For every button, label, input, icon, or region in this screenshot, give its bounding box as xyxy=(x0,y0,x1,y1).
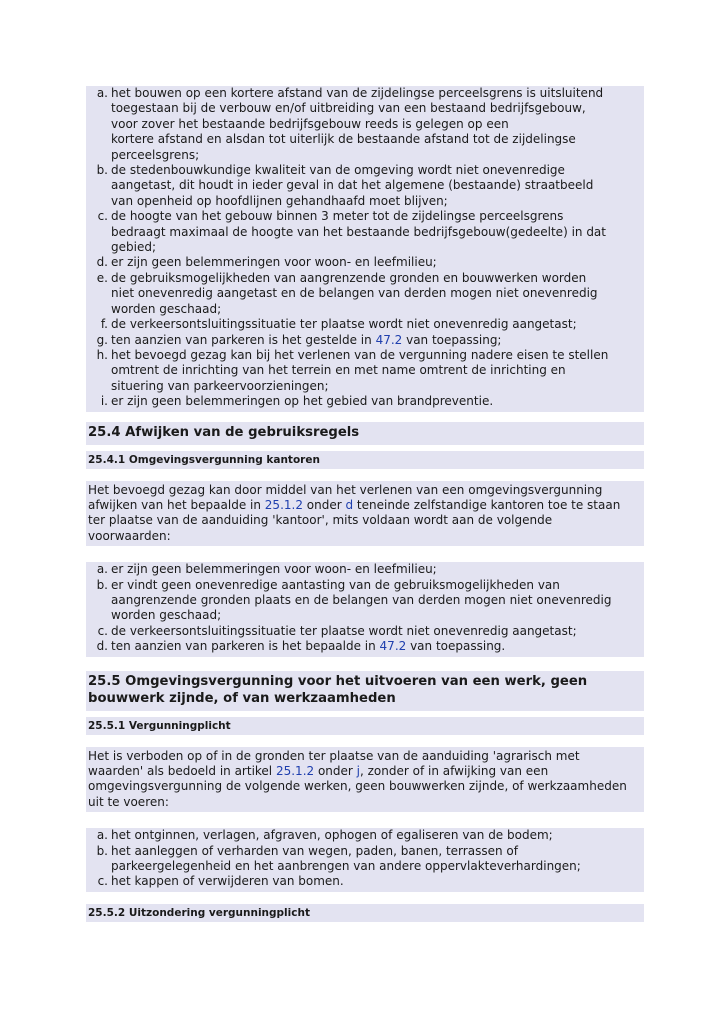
list-item xyxy=(86,828,638,843)
list-marker: g. xyxy=(96,332,108,347)
conditions-list xyxy=(86,562,644,656)
list-item xyxy=(86,578,638,624)
list-marker: e. xyxy=(96,270,108,285)
list-item-text: er zijn geen belemmeringen voor woon- en leefmilieu; xyxy=(111,255,437,270)
list-item-text: de stedenbouwkundige kwaliteit van de omgeving wordt niet onevenredige aangetast, dit houdt in ieder geval in dat het algemene (bestaande) straatbeeld van openheid op hoofdlijnen gehandhaafd moet blijven; xyxy=(111,163,594,208)
list-item xyxy=(86,86,638,163)
list-item-text: de gebruiksmogelijkheden van aangrenzende gronden en bouwwerken worden niet onevenredig aangetast en de belangen van derden mogen niet onevenredig worden geschaad; xyxy=(111,270,598,316)
list-item xyxy=(86,271,638,317)
list-marker: a. xyxy=(96,828,108,843)
list-item-text: ten aanzien van parkeren is het gestelde in 47.2 van toepassing; xyxy=(111,332,502,347)
list-item xyxy=(86,317,638,332)
article-link[interactable]: 25.1.2 xyxy=(264,497,303,512)
list-item-text: het ontginnen, verlagen, afgraven, ophogen of egaliseren van de bodem; xyxy=(111,828,553,843)
subsection-heading: 25.5.1 Vergunningplicht xyxy=(86,717,644,735)
list-item-text: er vindt geen onevenredige aantasting van de gebruiksmogelijkheden van aangrenzende gronden plaats en de belangen van derden mogen niet onevenredig worden geschaad; xyxy=(111,577,612,623)
list-marker: a. xyxy=(96,562,108,577)
works-list xyxy=(86,828,644,892)
list-item xyxy=(86,874,638,889)
list-marker: h. xyxy=(96,347,108,362)
list-marker: a. xyxy=(96,86,108,100)
article-link[interactable]: 47.2 xyxy=(379,639,407,654)
list-item-text: er zijn geen belemmeringen op het gebied van brandpreventie. xyxy=(111,394,494,409)
subsection-heading: 25.5.2 Uitzondering vergunningplicht xyxy=(86,904,644,922)
list-item-text: het bevoegd gezag kan bij het verlenen van de vergunning nadere eisen te stellen omtrent de inrichting van het terrein en met name omtrent de inrichting en situering van parkeervoorzieningen; xyxy=(111,347,609,393)
list-marker: d. xyxy=(96,639,108,654)
article-link[interactable]: j xyxy=(356,764,360,778)
paragraph: Het is verboden op of in de gronden ter plaatse van de aanduiding 'agrarisch met waarden' als bedoeld in artikel 25.1.2 onder j, zonder of in afwijking van een omgevingsvergunning de volgende werken, geen bouwwerken zijnde, of werkzaamheden uit te voeren: xyxy=(86,747,644,813)
list-item-text: de verkeersontsluitingssituatie ter plaatse wordt niet onevenredig aangetast; xyxy=(111,317,577,332)
list-item xyxy=(86,255,638,270)
article-link[interactable]: d xyxy=(345,497,354,512)
list-marker: c. xyxy=(97,874,108,889)
list-marker: b. xyxy=(96,577,108,592)
list-item xyxy=(86,163,638,209)
list-marker: b. xyxy=(96,163,108,178)
list-item-text: ten aanzien van parkeren is het bepaalde in 47.2 van toepassing. xyxy=(111,639,506,654)
list-item xyxy=(86,562,638,577)
list-item xyxy=(86,624,638,639)
subsection-heading: 25.4.1 Omgevingsvergunning kantoren xyxy=(86,451,644,469)
list-item-text: het kappen of verwijderen van bomen. xyxy=(111,874,344,889)
list-marker: d. xyxy=(96,255,108,270)
list-item xyxy=(86,639,638,654)
list-item xyxy=(86,209,638,255)
list-marker: i. xyxy=(100,394,108,409)
list-item xyxy=(86,394,638,409)
list-item-text: er zijn geen belemmeringen voor woon- en leefmilieu; xyxy=(111,562,437,577)
list-marker: c. xyxy=(97,209,108,224)
list-item xyxy=(86,333,638,348)
list-item-text: het bouwen op een kortere afstand van de zijdelingse perceelsgrens is uitsluitend toegestaan bij de verbouw en/of uitbreiding van een bestaand bedrijfsgebouw, voor zover het bestaande bedrijfsgebouw reeds is gelegen op een kortere afstand en alsdan tot uiterlijk de bestaande afstand tot de zijdelingse perceelsgrens; xyxy=(111,86,604,162)
article-link[interactable]: 25.1.2 xyxy=(275,764,315,778)
list-item xyxy=(86,844,638,875)
list-marker: f. xyxy=(100,317,108,332)
list-item-text: de hoogte van het gebouw binnen 3 meter tot de zijdelingse perceelsgrens bedraagt maximaal de hoogte van het bestaande bedrijfsgebouw(gedeelte) in dat gebied; xyxy=(111,209,606,255)
section-heading: 25.5 Omgevingsvergunning voor het uitvoeren van een werk, geen bouwwerk zijnde, of van werkzaamheden xyxy=(86,671,644,711)
list-item-text: het aanleggen of verharden van wegen, paden, banen, terrassen of parkeergelegenheid en het aanbrengen van andere oppervlakteverhardingen; xyxy=(111,843,581,874)
list-item xyxy=(86,348,638,394)
list-item-text: de verkeersontsluitingssituatie ter plaatse wordt niet onevenredig aangetast; xyxy=(111,623,577,638)
article-link[interactable]: 47.2 xyxy=(375,332,403,347)
list-marker: c. xyxy=(97,623,108,638)
list-marker: b. xyxy=(96,843,108,858)
section-heading: 25.4 Afwijken van de gebruiksregels xyxy=(86,422,644,445)
paragraph: Het bevoegd gezag kan door middel van het verlenen van een omgevingsvergunning afwijken van het bepaalde in 25.1.2 onder d teneinde zelfstandige kantoren toe te staan ter plaatse van de aanduiding 'kantoor', mits voldaan wordt aan de volgende voorwaarden: xyxy=(86,481,644,547)
conditions-list xyxy=(86,86,644,412)
document-page xyxy=(86,86,644,922)
